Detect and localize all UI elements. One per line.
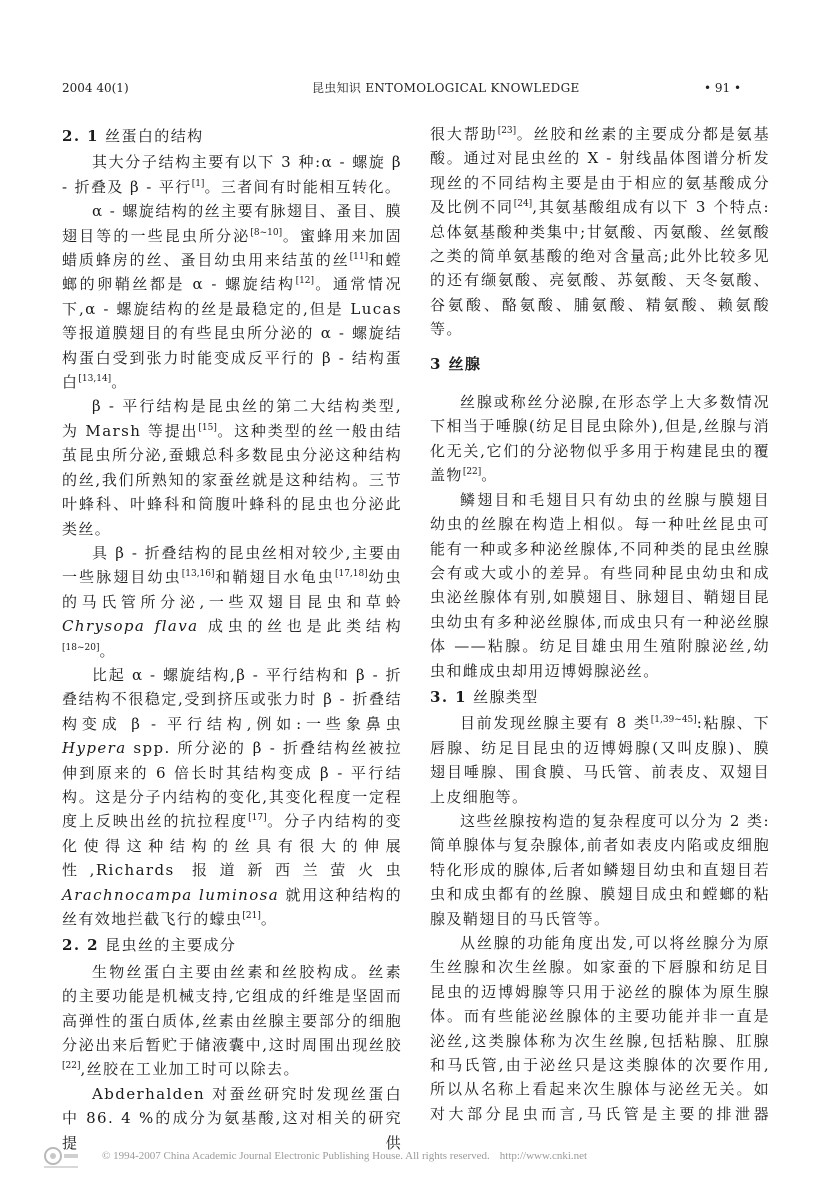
text-run: 。通常情况下,α - 螺旋结构的丝是最稳定的,但是 Lucas 等报道膜翅目的有些昆虫所分泌的 α - 螺旋结构蛋白受到张力时能变成反平行的 β - 结构蛋白 <box>62 275 402 392</box>
journal-title: 昆虫知识 ENTOMOLOGICAL KNOWLEDGE <box>312 81 580 95</box>
paragraph <box>430 122 770 342</box>
text-run: 。 <box>481 466 498 485</box>
section-heading <box>62 933 402 957</box>
text-run: 鳞翅目和毛翅目只有幼虫的丝腺与膜翅目幼虫的丝腺在构造上相似。每一种吐丝昆虫可能有一种或多种泌丝腺体,不同种类的昆虫丝腺会有或大或小的差异。有些同种昆虫幼虫和成虫泌丝腺体有别,如膜翅目、脉翅目、鞘翅目昆虫幼虫有多种泌丝腺体,而成虫只有一种泌丝腺体 ——粘腺。纺足目雄虫用生殖附腺泌丝,幼虫和雌成虫却用迈博姆腺泌丝。 <box>430 490 770 680</box>
page-number: • 91 • <box>704 81 742 95</box>
text-run: 比起 α - 螺旋结构,β - 平行结构和 β - 折叠结构不很稳定,受到挤压或张力时 β - 折叠结构变成 β - 平行结构,例如:一些象鼻虫 <box>62 665 402 733</box>
footer <box>0 1146 832 1170</box>
citation: [22] <box>62 1061 81 1072</box>
text-run: 昆虫丝的主要成分 <box>98 936 237 955</box>
citation: [12] <box>295 276 315 287</box>
text-run: 。分子内结构的变化使得这种结构的丝具有很大的伸展性,Richards 报道新西兰萤火虫 <box>62 812 402 880</box>
text-run: Abderhalden 对蚕丝研究时发现丝蛋白中 86. 4 %的成分为氨基酸,这对相关的研究提供 <box>62 1084 402 1152</box>
text-run: ,其氨基酸组成有以下 3 个特点:总体氨基酸种类集中;甘氨酸、丙氨酸、丝氨酸之类的简单氨基酸的绝对含量高;此外比较多见的还有缬氨酸、亮氨酸、苏氨酸、天冬氨酸、谷氨酸、酪氨酸、脯氨酸、精氨酸、赖氨酸等。 <box>430 198 770 339</box>
paragraph <box>430 488 770 683</box>
footer-url[interactable]: http://www.cnki.net <box>499 1150 588 1162</box>
text-run: 。蜜蜂用来加固蜡质蜂房的丝、蚤目幼虫用来结茧的丝 <box>62 226 402 270</box>
text-run: 。这种类型的丝一般由结茧昆虫所分泌,蚕蛾总科多数昆虫分泌这种结构的丝,我们所熟知的家蚕丝就是这种结构。三节叶蜂科、叶蜂科和筒腹叶蜂科的昆虫也分泌此类丝。 <box>62 421 402 538</box>
citation: [18~20] <box>62 642 100 653</box>
citation: [22] <box>462 467 482 478</box>
text-run: 丝腺类型 <box>466 687 539 706</box>
citation: [13,16] <box>181 569 215 580</box>
text-run: ,丝胶在工业加工时可以除去。 <box>80 1060 300 1079</box>
text-run: 幼虫的马氏管所分泌,一些双翅目昆虫和草蛉 <box>62 568 402 611</box>
right-column <box>430 122 770 1130</box>
text-run: :粘腺、下唇腺、纺足目昆虫的迈博姆腺(又叫皮腺)、膜翅目唾腺、围食膜、马氏管、前表皮、双翅目上皮细胞等。 <box>430 714 770 806</box>
paragraph <box>62 960 402 1082</box>
citation: [8~10] <box>250 227 283 238</box>
text-run: 这些丝腺按构造的复杂程度可以分为 2 类:简单腺体与复杂腺体,前者如表皮内陷或皮细胞特化形成的腺体,后者如鳞翅目幼虫和直翅目若虫和成虫都有的丝腺、膜翅目成虫和螳螂的粘腺及鞘翅目的马氏管等。 <box>430 811 770 928</box>
text-run: 丝腺或称丝分泌腺,在形态学上大多数情况下相当于唾腺(纺足目昆虫除外),但是,丝腺与消化无关,它们的分泌物似乎多用于构建昆虫的覆盖物 <box>430 393 770 485</box>
paragraph <box>62 394 402 540</box>
text-run: 具 β - 折叠结构的昆虫丝相对较少,主要由一些脉翅目幼虫 <box>62 543 402 587</box>
text-run: β - 平行结构是昆虫丝的第二大结构类型,为 Marsh 等提出 <box>62 397 402 440</box>
paragraph <box>62 199 402 394</box>
text-run: 。 <box>99 641 116 660</box>
text-run: 和鞘翅目水龟虫 <box>214 568 335 587</box>
copyright-notice: © 1994-2007 China Academic Journal Electronic Publishing House. All rights reserved. <box>102 1150 490 1162</box>
footer-text <box>102 1150 587 1162</box>
citation: [15] <box>198 422 217 433</box>
citation: [13,14] <box>78 374 112 385</box>
running-header-issue: 2004 40(1) <box>62 81 129 95</box>
text-run: 就用这种结构的丝有效地拦截飞行的蠓虫 <box>62 885 402 928</box>
section-heading <box>430 352 770 376</box>
paragraph <box>430 931 770 1126</box>
section-heading <box>62 124 402 148</box>
species-name: Hypera <box>62 739 127 758</box>
text-run: 其大分子结构主要有以下 3 种:α - 螺旋 β - 折叠及 β - 平行 <box>62 153 402 196</box>
text-run: 很大帮助 <box>430 125 498 143</box>
text-run: 。丝胶和丝素的主要成分都是氨基酸。通过对昆虫丝的 X - 射线晶体图谱分析发现丝的不同结构主要是由于相应的氨基酸成分及比例不同 <box>430 125 770 217</box>
text-run: α - 螺旋结构的丝主要有脉翅目、蚤目、膜翅目等的一些昆虫所分泌 <box>62 202 402 245</box>
citation: [11] <box>349 252 369 263</box>
section-number: 3 <box>430 354 442 373</box>
cnki-logo-icon <box>40 1146 80 1168</box>
text-run: spp. 所分泌的 β - 折叠结构丝被拉伸到原来的 6 倍长时其结构变成 β - 平行结构。这是分子内结构的变化,其变化程度一定程度上反映出丝的抗拉程度 <box>62 739 402 831</box>
text-run: 和螳螂的卵鞘丝都是 α - 螺旋结构 <box>62 251 402 294</box>
left-column <box>62 122 402 1152</box>
text-run: 丝腺 <box>441 354 482 373</box>
species-name: Arachnocampa luminosa <box>62 885 280 904</box>
section-number: 2. 1 <box>62 127 99 145</box>
text-run: 丝蛋白的结构 <box>98 127 204 145</box>
section-number: 3. 1 <box>430 687 467 706</box>
text-run: 。 <box>260 910 278 928</box>
text-run: 。三者间有时能相互转化。 <box>204 177 402 196</box>
species-name: Chrysopa flava <box>62 617 199 636</box>
paragraph <box>62 541 402 663</box>
citation: [1,39~45] <box>650 715 697 726</box>
citation: [1] <box>191 178 205 189</box>
paragraph <box>430 711 770 809</box>
citation: [24] <box>513 199 533 210</box>
text-run: 生物丝蛋白主要由丝素和丝胶构成。丝素的主要功能是机械支持,它组成的纤维是坚固而高弹性的蛋白质体,丝素由丝腺主要部分的细胞分泌出来后暂贮于储液囊中,这时周围出现丝胶 <box>62 962 402 1055</box>
paragraph <box>62 150 402 199</box>
paragraph <box>430 809 770 931</box>
text-run: 。 <box>111 373 128 392</box>
text-run: 目前发现丝腺主要有 8 类 <box>460 714 651 733</box>
paragraph <box>430 390 770 488</box>
paragraph <box>62 663 402 931</box>
section-heading <box>430 685 770 709</box>
citation: [17] <box>248 813 267 824</box>
citation: [23] <box>497 126 517 136</box>
paragraph <box>62 1082 402 1155</box>
section-number: 2. 2 <box>62 936 99 955</box>
text-run: 从丝腺的功能角度出发,可以将丝腺分为原生丝腺和次生丝腺。如家蚕的下唇腺和纺足目昆虫的迈博姆腺等只用于泌丝的腺体为原生腺体。而有些能泌丝腺体的主要功能并非一直是泌丝,这类腺体称为次生丝腺,包括粘腺、肛腺和马氏管,由于泌丝只是这类腺体的次要作用,所以从名称上看起来次生腺体与泌丝无关。如对大部分昆虫而言,马氏管是主要的排泄器 <box>430 934 770 1123</box>
citation: [21] <box>242 911 261 921</box>
text-run: 成虫的丝也是此类结构 <box>198 617 402 636</box>
citation: [17,18] <box>334 569 368 580</box>
